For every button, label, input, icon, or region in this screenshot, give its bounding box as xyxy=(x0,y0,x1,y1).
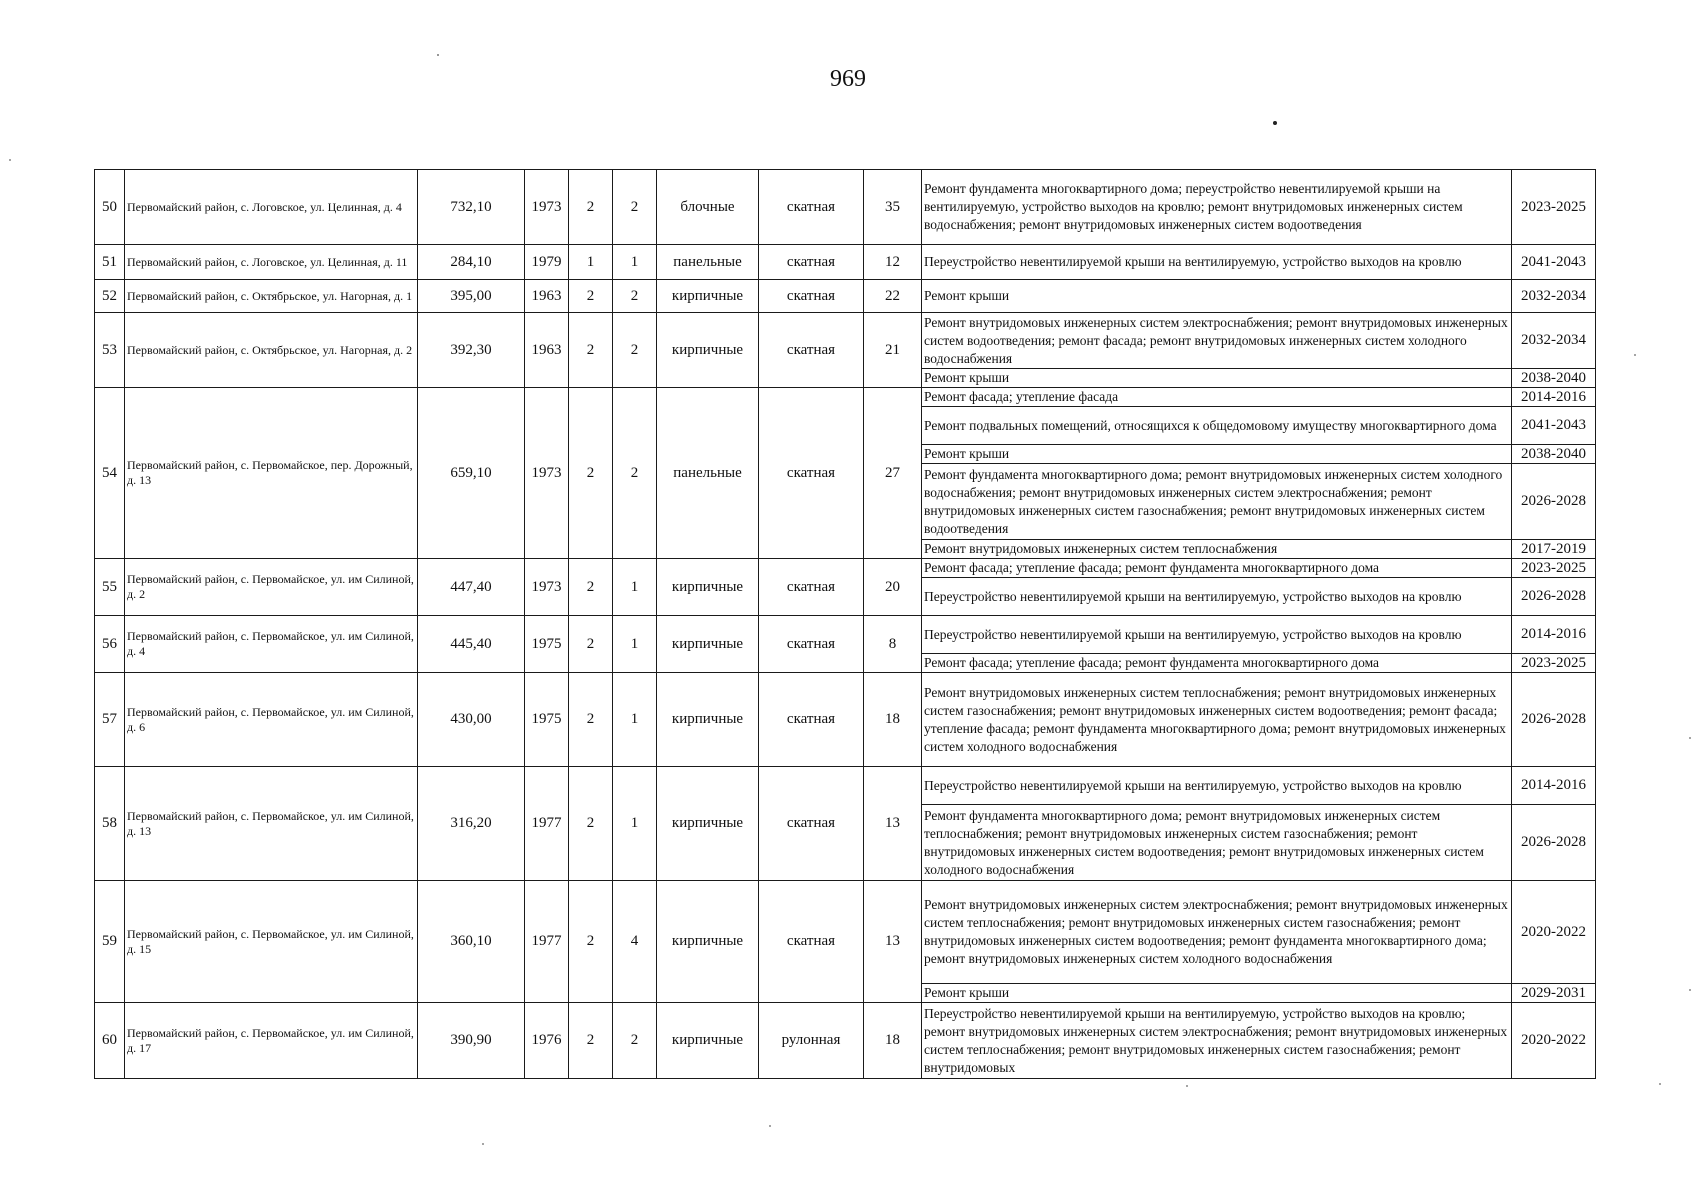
row-number: 55 xyxy=(95,559,125,616)
floors-cell: 1 xyxy=(569,245,613,280)
area-cell: 390,90 xyxy=(418,1003,525,1079)
registry-body xyxy=(95,170,1596,1079)
row-number: 50 xyxy=(95,170,125,245)
floors-cell: 2 xyxy=(569,1003,613,1079)
work-description: Ремонт фундамента многоквартирного дома; переустройство невентилируемой крыши на вентилируемую, устройство выходов на кровлю; ремонт внутридомовых инженерных систем водоснабжения; ремонт внутридомовых инженерных систем водоотведения xyxy=(922,170,1512,245)
scan-dot xyxy=(1186,1085,1188,1087)
address-cell: Первомайский район, с. Первомайское, пер. Дорожный, д. 13 xyxy=(125,388,418,559)
entrances-cell: 1 xyxy=(613,767,657,881)
area-cell: 316,20 xyxy=(418,767,525,881)
floors-cell: 2 xyxy=(569,881,613,1003)
apartments-cell: 22 xyxy=(864,280,922,313)
roof-type-cell: скатная xyxy=(759,673,864,767)
apartments-cell: 18 xyxy=(864,1003,922,1079)
wall-material-cell: кирпичные xyxy=(657,1003,759,1079)
entrances-cell: 1 xyxy=(613,559,657,616)
work-period: 2038-2040 xyxy=(1512,369,1596,388)
area-cell: 445,40 xyxy=(418,616,525,673)
year-cell: 1963 xyxy=(525,313,569,388)
entrances-cell: 2 xyxy=(613,313,657,388)
address-cell: Первомайский район, с. Первомайское, ул. им Силиной, д. 17 xyxy=(125,1003,418,1079)
floors-cell: 2 xyxy=(569,280,613,313)
work-description: Ремонт внутридомовых инженерных систем электроснабжения; ремонт внутридомовых инженерных систем водоотведения; ремонт фасада; ремонт внутридомовых инженерных систем холодного водоснабжения xyxy=(922,313,1512,369)
apartments-cell: 13 xyxy=(864,881,922,1003)
work-description: Ремонт внутридомовых инженерных систем теплоснабжения; ремонт внутридомовых инженерных систем газоснабжения; ремонт внутридомовых инженерных систем водоотведения; ремонт фасада; утепление фасада; ремонт фундамента многоквартирного дома; ремонт внутридомовых инженерных систем холодного водоснабжения xyxy=(922,673,1512,767)
year-cell: 1975 xyxy=(525,616,569,673)
work-description: Переустройство невентилируемой крыши на вентилируемую, устройство выходов на кровлю xyxy=(922,245,1512,280)
work-period: 2038-2040 xyxy=(1512,445,1596,464)
work-description: Ремонт подвальных помещений, относящихся к общедомовому имуществу многоквартирного дома xyxy=(922,407,1512,445)
entrances-cell: 1 xyxy=(613,616,657,673)
work-period: 2026-2028 xyxy=(1512,464,1596,540)
work-description: Ремонт фундамента многоквартирного дома; ремонт внутридомовых инженерных систем теплоснабжения; ремонт внутридомовых инженерных систем газоснабжения; ремонт внутридомовых инженерных систем водоотведения; ремонт внутридомовых инженерных систем холодного водоснабжения xyxy=(922,805,1512,881)
table-row xyxy=(95,280,1596,313)
apartments-cell: 20 xyxy=(864,559,922,616)
work-period: 2026-2028 xyxy=(1512,673,1596,767)
work-description: Ремонт внутридомовых инженерных систем электроснабжения; ремонт внутридомовых инженерных систем теплоснабжения; ремонт внутридомовых инженерных систем газоснабжения; ремонт внутридомовых инженерных систем водоотведения; ремонт фундамента многоквартирного дома; ремонт внутридомовых инженерных систем холодного водоснабжения xyxy=(922,881,1512,984)
wall-material-cell: кирпичные xyxy=(657,280,759,313)
entrances-cell: 1 xyxy=(613,673,657,767)
entrances-cell: 1 xyxy=(613,245,657,280)
entrances-cell: 2 xyxy=(613,1003,657,1079)
wall-material-cell: кирпичные xyxy=(657,673,759,767)
scan-dot xyxy=(9,159,11,161)
work-period: 2020-2022 xyxy=(1512,1003,1596,1079)
area-cell: 430,00 xyxy=(418,673,525,767)
wall-material-cell: кирпичные xyxy=(657,767,759,881)
floors-cell: 2 xyxy=(569,673,613,767)
area-cell: 284,10 xyxy=(418,245,525,280)
work-description: Ремонт фасада; утепление фасада xyxy=(922,388,1512,407)
work-period: 2026-2028 xyxy=(1512,805,1596,881)
row-number: 60 xyxy=(95,1003,125,1079)
scan-dot xyxy=(437,54,439,56)
address-cell: Первомайский район, с. Логовское, ул. Целинная, д. 4 xyxy=(125,170,418,245)
wall-material-cell: кирпичные xyxy=(657,881,759,1003)
table-row xyxy=(95,616,1596,654)
apartments-cell: 35 xyxy=(864,170,922,245)
work-description: Ремонт фасада; утепление фасада; ремонт фундамента многоквартирного дома xyxy=(922,654,1512,673)
scan-dot xyxy=(1273,121,1277,125)
year-cell: 1975 xyxy=(525,673,569,767)
wall-material-cell: кирпичные xyxy=(657,313,759,388)
scan-dot xyxy=(769,1125,771,1127)
table-row xyxy=(95,170,1596,245)
scan-dot xyxy=(1634,354,1636,356)
address-cell: Первомайский район, с. Первомайское, ул. им Силиной, д. 15 xyxy=(125,881,418,1003)
scan-dot xyxy=(1689,989,1691,991)
row-number: 59 xyxy=(95,881,125,1003)
year-cell: 1973 xyxy=(525,388,569,559)
scan-dot xyxy=(1689,737,1691,739)
work-description: Переустройство невентилируемой крыши на вентилируемую, устройство выходов на кровлю xyxy=(922,767,1512,805)
registry-table xyxy=(94,169,1596,1079)
year-cell: 1963 xyxy=(525,280,569,313)
year-cell: 1976 xyxy=(525,1003,569,1079)
wall-material-cell: панельные xyxy=(657,245,759,280)
roof-type-cell: рулонная xyxy=(759,1003,864,1079)
wall-material-cell: кирпичные xyxy=(657,559,759,616)
row-number: 56 xyxy=(95,616,125,673)
wall-material-cell: кирпичные xyxy=(657,616,759,673)
work-description: Переустройство невентилируемой крыши на вентилируемую, устройство выходов на кровлю; ремонт внутридомовых инженерных систем электроснабжения; ремонт внутридомовых инженерных систем теплоснабжения; ремонт внутридомовых инженерных систем газоснабжения; ремонт внутридомовых xyxy=(922,1003,1512,1079)
row-number: 58 xyxy=(95,767,125,881)
work-description: Ремонт крыши xyxy=(922,369,1512,388)
apartments-cell: 12 xyxy=(864,245,922,280)
floors-cell: 2 xyxy=(569,313,613,388)
entrances-cell: 2 xyxy=(613,170,657,245)
address-cell: Первомайский район, с. Логовское, ул. Целинная, д. 11 xyxy=(125,245,418,280)
row-number: 51 xyxy=(95,245,125,280)
area-cell: 447,40 xyxy=(418,559,525,616)
work-period: 2014-2016 xyxy=(1512,388,1596,407)
work-description: Переустройство невентилируемой крыши на вентилируемую, устройство выходов на кровлю xyxy=(922,578,1512,616)
work-period: 2041-2043 xyxy=(1512,245,1596,280)
row-number: 52 xyxy=(95,280,125,313)
table-row xyxy=(95,559,1596,578)
work-description: Ремонт крыши xyxy=(922,280,1512,313)
work-period: 2023-2025 xyxy=(1512,654,1596,673)
apartments-cell: 18 xyxy=(864,673,922,767)
work-period: 2017-2019 xyxy=(1512,540,1596,559)
work-period: 2032-2034 xyxy=(1512,313,1596,369)
roof-type-cell: скатная xyxy=(759,559,864,616)
roof-type-cell: скатная xyxy=(759,245,864,280)
entrances-cell: 2 xyxy=(613,280,657,313)
row-number: 53 xyxy=(95,313,125,388)
area-cell: 360,10 xyxy=(418,881,525,1003)
roof-type-cell: скатная xyxy=(759,388,864,559)
address-cell: Первомайский район, с. Первомайское, ул. им Силиной, д. 13 xyxy=(125,767,418,881)
year-cell: 1977 xyxy=(525,767,569,881)
work-description: Переустройство невентилируемой крыши на вентилируемую, устройство выходов на кровлю xyxy=(922,616,1512,654)
row-number: 54 xyxy=(95,388,125,559)
area-cell: 392,30 xyxy=(418,313,525,388)
year-cell: 1973 xyxy=(525,559,569,616)
table-row xyxy=(95,388,1596,407)
roof-type-cell: скатная xyxy=(759,170,864,245)
address-cell: Первомайский район, с. Первомайское, ул. им Силиной, д. 6 xyxy=(125,673,418,767)
wall-material-cell: панельные xyxy=(657,388,759,559)
work-period: 2020-2022 xyxy=(1512,881,1596,984)
entrances-cell: 4 xyxy=(613,881,657,1003)
table-row xyxy=(95,881,1596,984)
year-cell: 1973 xyxy=(525,170,569,245)
wall-material-cell: блочные xyxy=(657,170,759,245)
work-period: 2026-2028 xyxy=(1512,578,1596,616)
work-description: Ремонт внутридомовых инженерных систем теплоснабжения xyxy=(922,540,1512,559)
area-cell: 395,00 xyxy=(418,280,525,313)
work-period: 2014-2016 xyxy=(1512,616,1596,654)
floors-cell: 2 xyxy=(569,559,613,616)
roof-type-cell: скатная xyxy=(759,313,864,388)
work-description: Ремонт крыши xyxy=(922,984,1512,1003)
address-cell: Первомайский район, с. Первомайское, ул. им Силиной, д. 4 xyxy=(125,616,418,673)
work-period: 2029-2031 xyxy=(1512,984,1596,1003)
apartments-cell: 13 xyxy=(864,767,922,881)
scan-dot xyxy=(482,1143,484,1145)
floors-cell: 2 xyxy=(569,170,613,245)
floors-cell: 2 xyxy=(569,767,613,881)
work-description: Ремонт крыши xyxy=(922,445,1512,464)
row-number: 57 xyxy=(95,673,125,767)
roof-type-cell: скатная xyxy=(759,616,864,673)
work-period: 2032-2034 xyxy=(1512,280,1596,313)
floors-cell: 2 xyxy=(569,616,613,673)
roof-type-cell: скатная xyxy=(759,881,864,1003)
entrances-cell: 2 xyxy=(613,388,657,559)
page-number: 969 xyxy=(830,66,866,92)
table-row xyxy=(95,673,1596,767)
work-period: 2023-2025 xyxy=(1512,559,1596,578)
work-description: Ремонт фасада; утепление фасада; ремонт фундамента многоквартирного дома xyxy=(922,559,1512,578)
address-cell: Первомайский район, с. Октябрьское, ул. Нагорная, д. 1 xyxy=(125,280,418,313)
table-row xyxy=(95,313,1596,369)
table-row xyxy=(95,767,1596,805)
work-period: 2023-2025 xyxy=(1512,170,1596,245)
area-cell: 732,10 xyxy=(418,170,525,245)
roof-type-cell: скатная xyxy=(759,280,864,313)
area-cell: 659,10 xyxy=(418,388,525,559)
floors-cell: 2 xyxy=(569,388,613,559)
address-cell: Первомайский район, с. Октябрьское, ул. Нагорная, д. 2 xyxy=(125,313,418,388)
year-cell: 1977 xyxy=(525,881,569,1003)
table-row xyxy=(95,245,1596,280)
address-cell: Первомайский район, с. Первомайское, ул. им Силиной, д. 2 xyxy=(125,559,418,616)
work-description: Ремонт фундамента многоквартирного дома; ремонт внутридомовых инженерных систем холодного водоснабжения; ремонт внутридомовых инженерных систем электроснабжения; ремонт внутридомовых инженерных систем газоснабжения; ремонт внутридомовых инженерных систем водоотведения xyxy=(922,464,1512,540)
apartments-cell: 27 xyxy=(864,388,922,559)
roof-type-cell: скатная xyxy=(759,767,864,881)
year-cell: 1979 xyxy=(525,245,569,280)
apartments-cell: 8 xyxy=(864,616,922,673)
scan-dot xyxy=(1659,1083,1661,1085)
apartments-cell: 21 xyxy=(864,313,922,388)
table-row xyxy=(95,1003,1596,1079)
work-period: 2014-2016 xyxy=(1512,767,1596,805)
work-period: 2041-2043 xyxy=(1512,407,1596,445)
